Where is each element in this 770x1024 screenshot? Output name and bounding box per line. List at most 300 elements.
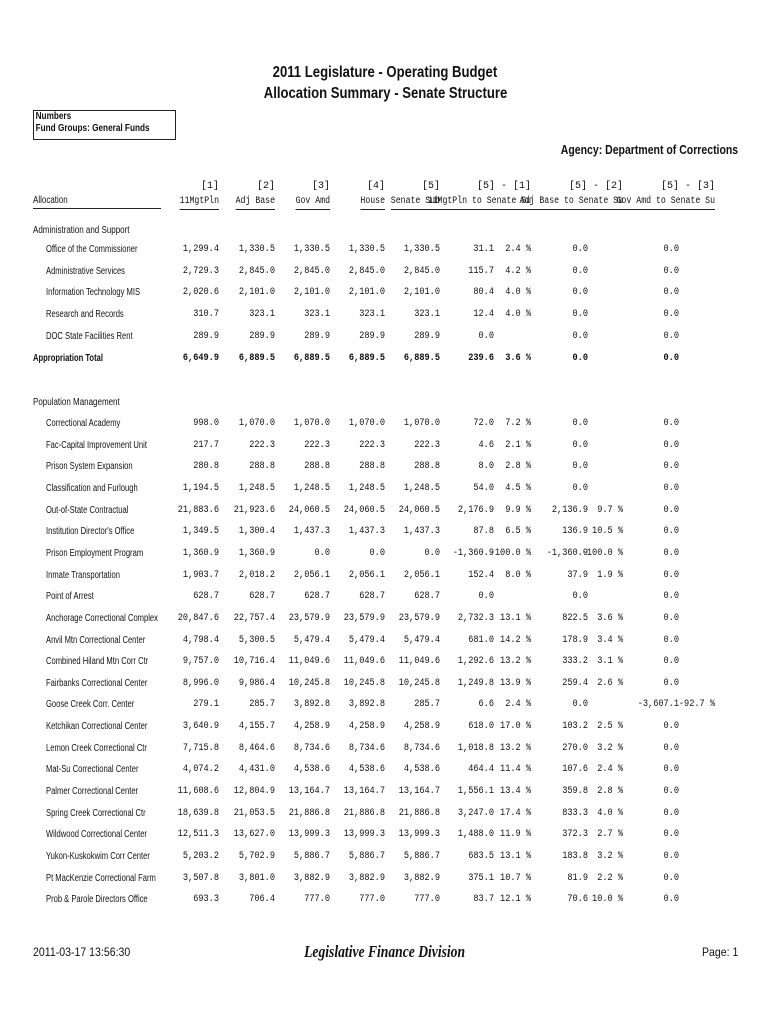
cell-value: 0.0: [572, 591, 588, 602]
cell-value: 0.0: [572, 244, 588, 255]
cell-value: 115.7: [468, 266, 494, 277]
cell-value: 777.0: [304, 894, 330, 905]
cell-value: 2.8 %: [597, 786, 623, 797]
cell-value: 0.0: [663, 440, 679, 451]
table-row: [0, 786, 770, 800]
cell-value: 5,479.4: [293, 635, 330, 646]
cell-value: 4,538.6: [403, 764, 440, 775]
cell-value: 20,847.6: [177, 613, 219, 624]
cell-value: 628.7: [193, 591, 219, 602]
agency-label: Agency: Department of Corrections: [560, 143, 738, 157]
table-row: [0, 418, 770, 432]
row-label: Out-of-State Contractual: [46, 505, 129, 516]
cell-value: 0.0: [663, 678, 679, 689]
appropriation-total-row: [0, 353, 770, 367]
cell-value: 3.6 %: [505, 353, 531, 364]
cell-value: 1,349.5: [182, 526, 219, 537]
cell-value: 0.0: [663, 829, 679, 840]
column-header-label-wrap: [360, 196, 385, 210]
cell-value: 4.0 %: [505, 287, 531, 298]
row-label: Combined Hiland Mtn Corr Ctr: [46, 656, 149, 667]
cell-value: 323.1: [249, 309, 275, 320]
cell-value: 12.1 %: [500, 894, 531, 905]
cell-value: 323.1: [359, 309, 385, 320]
cell-value: 21,886.8: [288, 808, 330, 819]
cell-value: 0.0: [663, 656, 679, 667]
cell-value: 0.0: [663, 266, 679, 277]
row-label: Correctional Academy: [46, 418, 121, 429]
cell-value: 0.0: [663, 808, 679, 819]
cell-value: 3.2 %: [597, 743, 623, 754]
cell-value: 6,889.5: [348, 353, 385, 364]
row-label: Fairbanks Correctional Center: [46, 678, 148, 689]
cell-value: 2,101.0: [403, 287, 440, 298]
cell-value: 2,729.3: [182, 266, 219, 277]
cell-value: 4.0 %: [505, 309, 531, 320]
cell-value: 2,101.0: [238, 287, 275, 298]
cell-value: 11,049.6: [343, 656, 385, 667]
cell-value: 833.3: [562, 808, 588, 819]
cell-value: 4,258.9: [293, 721, 330, 732]
cell-value: 0.0: [663, 764, 679, 775]
cell-value: 2,056.1: [348, 570, 385, 581]
cell-value: 0.0: [572, 418, 588, 429]
cell-value: 0.0: [572, 461, 588, 472]
column-header-label-wrap: [180, 196, 219, 210]
row-label: Ketchikan Correctional Center: [46, 721, 148, 732]
cell-value: 22,757.4: [233, 613, 275, 624]
cell-value: 0.0: [369, 548, 385, 559]
row-label: Wildwood Correctional Center: [46, 829, 147, 840]
row-label: Information Technology MIS: [46, 287, 141, 298]
cell-value: 87.8: [473, 526, 494, 537]
table-row: [0, 808, 770, 822]
cell-value: 6,889.5: [403, 353, 440, 364]
cell-value: 289.9: [304, 331, 330, 342]
cell-value: 12,511.3: [177, 829, 219, 840]
cell-value: 0.0: [478, 591, 494, 602]
table-row: [0, 244, 770, 258]
cell-value: 0.0: [663, 505, 679, 516]
cell-value: 11,049.6: [288, 656, 330, 667]
cell-value: 0.0: [572, 353, 588, 364]
cell-value: 12.4: [473, 309, 494, 320]
cell-value: 285.7: [249, 699, 275, 710]
cell-value: 1,070.0: [348, 418, 385, 429]
column-header-index: [5] - [3]: [660, 181, 715, 192]
cell-value: 21,923.6: [233, 505, 275, 516]
cell-value: 72.0: [473, 418, 494, 429]
cell-value: 4,431.0: [238, 764, 275, 775]
cell-value: 10.0 %: [592, 894, 623, 905]
table-row: [0, 656, 770, 670]
cell-value: 0.0: [663, 570, 679, 581]
cell-value: 3,640.9: [182, 721, 219, 732]
cell-value: 13,164.7: [288, 786, 330, 797]
cell-value: 1,437.3: [403, 526, 440, 537]
cell-value: 6,889.5: [238, 353, 275, 364]
cell-value: 289.9: [249, 331, 275, 342]
cell-value: 1,360.9: [182, 548, 219, 559]
table-row: [0, 309, 770, 323]
cell-value: 2,176.9: [457, 505, 494, 516]
cell-value: 17.0 %: [500, 721, 531, 732]
cell-value: 80.4: [473, 287, 494, 298]
cell-value: 3,892.8: [293, 699, 330, 710]
table-row: [0, 461, 770, 475]
cell-value: 259.4: [562, 678, 588, 689]
cell-value: 11,608.6: [177, 786, 219, 797]
row-label: Classification and Furlough: [46, 483, 138, 494]
cell-value: 2.2 %: [597, 873, 623, 884]
cell-value: 7.2 %: [505, 418, 531, 429]
cell-value: 2,845.0: [238, 266, 275, 277]
cell-value: 5,300.5: [238, 635, 275, 646]
row-label: Inmate Transportation: [46, 570, 120, 581]
cell-value: 6,649.9: [182, 353, 219, 364]
cell-value: 17.4 %: [500, 808, 531, 819]
cell-value: 24,060.5: [288, 505, 330, 516]
column-header-index: [5] - [1]: [476, 181, 531, 192]
row-label: Office of the Commissioner: [46, 244, 138, 255]
cell-value: 288.8: [359, 461, 385, 472]
cell-value: 0.0: [572, 440, 588, 451]
cell-value: 1,556.1: [457, 786, 494, 797]
row-label: Fac-Capital Improvement Unit: [46, 440, 147, 451]
cell-value: 3.6 %: [597, 613, 623, 624]
cell-value: 2,101.0: [348, 287, 385, 298]
cell-value: 178.9: [562, 635, 588, 646]
row-label: Prison Employment Program: [46, 548, 144, 559]
cell-value: 1,248.5: [293, 483, 330, 494]
cell-value: 2,056.1: [293, 570, 330, 581]
cell-value: 2,845.0: [403, 266, 440, 277]
cell-value: 289.9: [414, 331, 440, 342]
table-row: [0, 526, 770, 540]
cell-value: 1,437.3: [348, 526, 385, 537]
cell-value: 1,249.8: [457, 678, 494, 689]
row-label: Mat-Su Correctional Center: [46, 764, 139, 775]
cell-value: 222.3: [359, 440, 385, 451]
cell-value: -100.0 %: [581, 548, 623, 559]
cell-value: 279.1: [193, 699, 219, 710]
cell-value: 222.3: [304, 440, 330, 451]
footer-division-text: Legislative Finance Division: [304, 942, 466, 961]
cell-value: 9.9 %: [505, 505, 531, 516]
cell-value: 10,245.8: [343, 678, 385, 689]
footer-division: [0, 942, 770, 962]
cell-value: 1.9 %: [597, 570, 623, 581]
cell-value: 8,734.6: [293, 743, 330, 754]
cell-value: 4,155.7: [238, 721, 275, 732]
cell-value: 0.0: [424, 548, 440, 559]
row-label: Administrative Services: [46, 266, 125, 277]
column-header-label: 11MgtPln to Senate Su: [428, 196, 531, 210]
cell-value: -1,360.9: [546, 548, 588, 559]
column-header-index: [4]: [366, 181, 385, 192]
column-header-label: Adj Base: [236, 196, 275, 210]
cell-value: 217.7: [193, 440, 219, 451]
row-label: Institution Director's Office: [46, 526, 135, 537]
cell-value: 6.5 %: [505, 526, 531, 537]
cell-value: 1,194.5: [182, 483, 219, 494]
table-row: [0, 331, 770, 345]
table-row: [0, 505, 770, 519]
table-row: [0, 743, 770, 757]
cell-value: 8,734.6: [403, 743, 440, 754]
column-header-label-wrap: [236, 196, 275, 210]
table-row: [0, 721, 770, 735]
cell-value: 21,053.5: [233, 808, 275, 819]
row-label: Prison System Expansion: [46, 461, 133, 472]
cell-value: 1,292.6: [457, 656, 494, 667]
cell-value: 3,801.0: [238, 873, 275, 884]
cell-value: 13,627.0: [233, 829, 275, 840]
cell-value: 152.4: [468, 570, 494, 581]
column-header-index: [5]: [421, 181, 440, 192]
cell-value: 1,248.5: [403, 483, 440, 494]
column-header-index: [5] - [2]: [568, 181, 623, 192]
cell-value: 3.1 %: [597, 656, 623, 667]
cell-value: 2.7 %: [597, 829, 623, 840]
cell-value: 0.0: [663, 786, 679, 797]
report-title-line2: Allocation Summary - Senate Structure: [263, 85, 507, 102]
cell-value: 4,538.6: [348, 764, 385, 775]
cell-value: 239.6: [468, 353, 494, 364]
cell-value: 5,886.7: [293, 851, 330, 862]
cell-value: 1,248.5: [238, 483, 275, 494]
allocation-header-underline: [33, 208, 161, 209]
cell-value: 0.0: [663, 873, 679, 884]
cell-value: 270.0: [562, 743, 588, 754]
row-label: Anchorage Correctional Complex: [46, 613, 158, 624]
cell-value: 107.6: [562, 764, 588, 775]
cell-value: 2,101.0: [293, 287, 330, 298]
column-header-label: Senate Sub: [391, 196, 440, 210]
section-heading: Population Management: [33, 397, 120, 408]
table-row: [0, 635, 770, 649]
cell-value: 83.7: [473, 894, 494, 905]
cell-value: 1,488.0: [457, 829, 494, 840]
cell-value: 5,886.7: [403, 851, 440, 862]
cell-value: 3,247.0: [457, 808, 494, 819]
cell-value: 0.0: [663, 548, 679, 559]
report-title-line1: 2011 Legislature - Operating Budget: [272, 64, 498, 81]
cell-value: 9,757.0: [182, 656, 219, 667]
cell-value: 9,986.4: [238, 678, 275, 689]
cell-value: 359.8: [562, 786, 588, 797]
cell-value: 777.0: [414, 894, 440, 905]
cell-value: 372.3: [562, 829, 588, 840]
cell-value: 21,886.8: [343, 808, 385, 819]
cell-value: 998.0: [193, 418, 219, 429]
cell-value: 4,798.4: [182, 635, 219, 646]
column-header-index: [2]: [256, 181, 275, 192]
cell-value: 2.1 %: [505, 440, 531, 451]
cell-value: 2.4 %: [505, 699, 531, 710]
cell-value: 628.7: [249, 591, 275, 602]
cell-value: 628.7: [359, 591, 385, 602]
cell-value: 1,018.8: [457, 743, 494, 754]
cell-value: 8.0 %: [505, 570, 531, 581]
cell-value: 13.2 %: [500, 743, 531, 754]
cell-value: 8,464.6: [238, 743, 275, 754]
cell-value: 0.0: [663, 743, 679, 754]
table-row: [0, 440, 770, 454]
column-header-label-wrap: [520, 196, 623, 210]
cell-value: -92.7 %: [678, 699, 715, 710]
row-label: Pt MacKenzie Correctional Farm: [46, 873, 156, 884]
table-row: [0, 764, 770, 778]
cell-value: 13,999.3: [343, 829, 385, 840]
cell-value: -3,607.1: [637, 699, 679, 710]
row-label: Point of Arrest: [46, 591, 94, 602]
allocation-header: Allocation: [33, 195, 68, 206]
cell-value: -1,360.9: [452, 548, 494, 559]
cell-value: 9.7 %: [597, 505, 623, 516]
cell-value: 3,507.8: [182, 873, 219, 884]
cell-value: 288.8: [414, 461, 440, 472]
cell-value: 681.0: [468, 635, 494, 646]
cell-value: 5,479.4: [403, 635, 440, 646]
cell-value: 23,579.9: [343, 613, 385, 624]
row-label: Research and Records: [46, 309, 124, 320]
cell-value: 103.2: [562, 721, 588, 732]
cell-value: 2.6 %: [597, 678, 623, 689]
cell-value: 1,330.5: [348, 244, 385, 255]
table-row: [0, 613, 770, 627]
cell-value: 464.4: [468, 764, 494, 775]
cell-value: 0.0: [663, 418, 679, 429]
cell-value: 5,886.7: [348, 851, 385, 862]
cell-value: 0.0: [663, 635, 679, 646]
cell-value: 0.0: [663, 331, 679, 342]
cell-value: 2,136.9: [551, 505, 588, 516]
cell-value: 1,360.9: [238, 548, 275, 559]
cell-value: 323.1: [414, 309, 440, 320]
cell-value: 12,804.9: [233, 786, 275, 797]
table-row: [0, 591, 770, 605]
column-header-index: [3]: [311, 181, 330, 192]
cell-value: 777.0: [359, 894, 385, 905]
cell-value: 11.4 %: [500, 764, 531, 775]
cell-value: 13.1 %: [500, 613, 531, 624]
table-row: [0, 266, 770, 280]
cell-value: 3,882.9: [348, 873, 385, 884]
cell-value: 11,049.6: [398, 656, 440, 667]
cell-value: 0.0: [314, 548, 330, 559]
table-row: [0, 873, 770, 887]
row-label: Goose Creek Corr. Center: [46, 699, 135, 710]
cell-value: 5,702.9: [238, 851, 275, 862]
table-row: [0, 894, 770, 908]
cell-value: 4,074.2: [182, 764, 219, 775]
cell-value: 6.6: [478, 699, 494, 710]
cell-value: 280.8: [193, 461, 219, 472]
cell-value: 5,479.4: [348, 635, 385, 646]
cell-value: 11.9 %: [500, 829, 531, 840]
column-header-label-wrap: [617, 196, 715, 210]
cell-value: 0.0: [663, 483, 679, 494]
cell-value: 222.3: [414, 440, 440, 451]
cell-value: 628.7: [304, 591, 330, 602]
cell-value: 13.1 %: [500, 851, 531, 862]
table-row: [0, 570, 770, 584]
cell-value: 5,203.2: [182, 851, 219, 862]
cell-value: 24,060.5: [398, 505, 440, 516]
cell-value: 1,330.5: [238, 244, 275, 255]
row-label: DOC State Facilities Rent: [46, 331, 133, 342]
cell-value: 0.0: [663, 526, 679, 537]
cell-value: 10,245.8: [398, 678, 440, 689]
cell-value: 13,999.3: [288, 829, 330, 840]
cell-value: 1,248.5: [348, 483, 385, 494]
cell-value: 288.8: [249, 461, 275, 472]
cell-value: 2,732.3: [457, 613, 494, 624]
cell-value: 13,164.7: [398, 786, 440, 797]
cell-value: 0.0: [572, 699, 588, 710]
cell-value: 13.9 %: [500, 678, 531, 689]
cell-value: 333.2: [562, 656, 588, 667]
cell-value: 693.3: [193, 894, 219, 905]
cell-value: 2.8 %: [505, 461, 531, 472]
cell-value: 0.0: [572, 266, 588, 277]
cell-value: 2,845.0: [293, 266, 330, 277]
cell-value: 0.0: [663, 287, 679, 298]
cell-value: 683.5: [468, 851, 494, 862]
cell-value: 70.6: [567, 894, 588, 905]
cell-value: 6,889.5: [293, 353, 330, 364]
column-header-label: Adj Base to Senate Su: [520, 196, 623, 210]
cell-value: 4,258.9: [403, 721, 440, 732]
cell-value: 13,164.7: [343, 786, 385, 797]
cell-value: 136.9: [562, 526, 588, 537]
cell-value: 1,070.0: [293, 418, 330, 429]
column-header-index: [1]: [200, 181, 219, 192]
cell-value: 222.3: [249, 440, 275, 451]
cell-value: 183.8: [562, 851, 588, 862]
cell-value: 0.0: [572, 483, 588, 494]
row-label: Yukon-Kuskokwim Corr Center: [46, 851, 150, 862]
row-label: Palmer Correctional Center: [46, 786, 139, 797]
table-row: [0, 829, 770, 843]
cell-value: 4.5 %: [505, 483, 531, 494]
cell-value: 10.7 %: [500, 873, 531, 884]
cell-value: 23,579.9: [288, 613, 330, 624]
cell-value: 1,070.0: [238, 418, 275, 429]
cell-value: 1,330.5: [293, 244, 330, 255]
cell-value: 1,437.3: [293, 526, 330, 537]
cell-value: 4,538.6: [293, 764, 330, 775]
row-label: Lemon Creek Correctional Ctr: [46, 743, 147, 754]
cell-value: 2,020.6: [182, 287, 219, 298]
column-header-label: Gov Amd: [296, 196, 330, 210]
cell-value: 0.0: [663, 353, 679, 364]
filter-numbers: Numbers: [35, 111, 72, 122]
column-header-label: Gov Amd to Senate Su: [617, 196, 715, 210]
cell-value: 81.9: [567, 873, 588, 884]
section-heading: Administration and Support: [33, 225, 130, 236]
cell-value: 0.0: [663, 721, 679, 732]
cell-value: 13,999.3: [398, 829, 440, 840]
row-label: Anvil Mtn Correctional Center: [46, 635, 146, 646]
cell-value: 7,715.8: [182, 743, 219, 754]
cell-value: 0.0: [663, 461, 679, 472]
row-label: Spring Creek Correctional Ctr: [46, 808, 146, 819]
footer-timestamp: 2011-03-17 13:56:30: [33, 945, 131, 959]
cell-value: 4,258.9: [348, 721, 385, 732]
cell-value: 3.2 %: [597, 851, 623, 862]
